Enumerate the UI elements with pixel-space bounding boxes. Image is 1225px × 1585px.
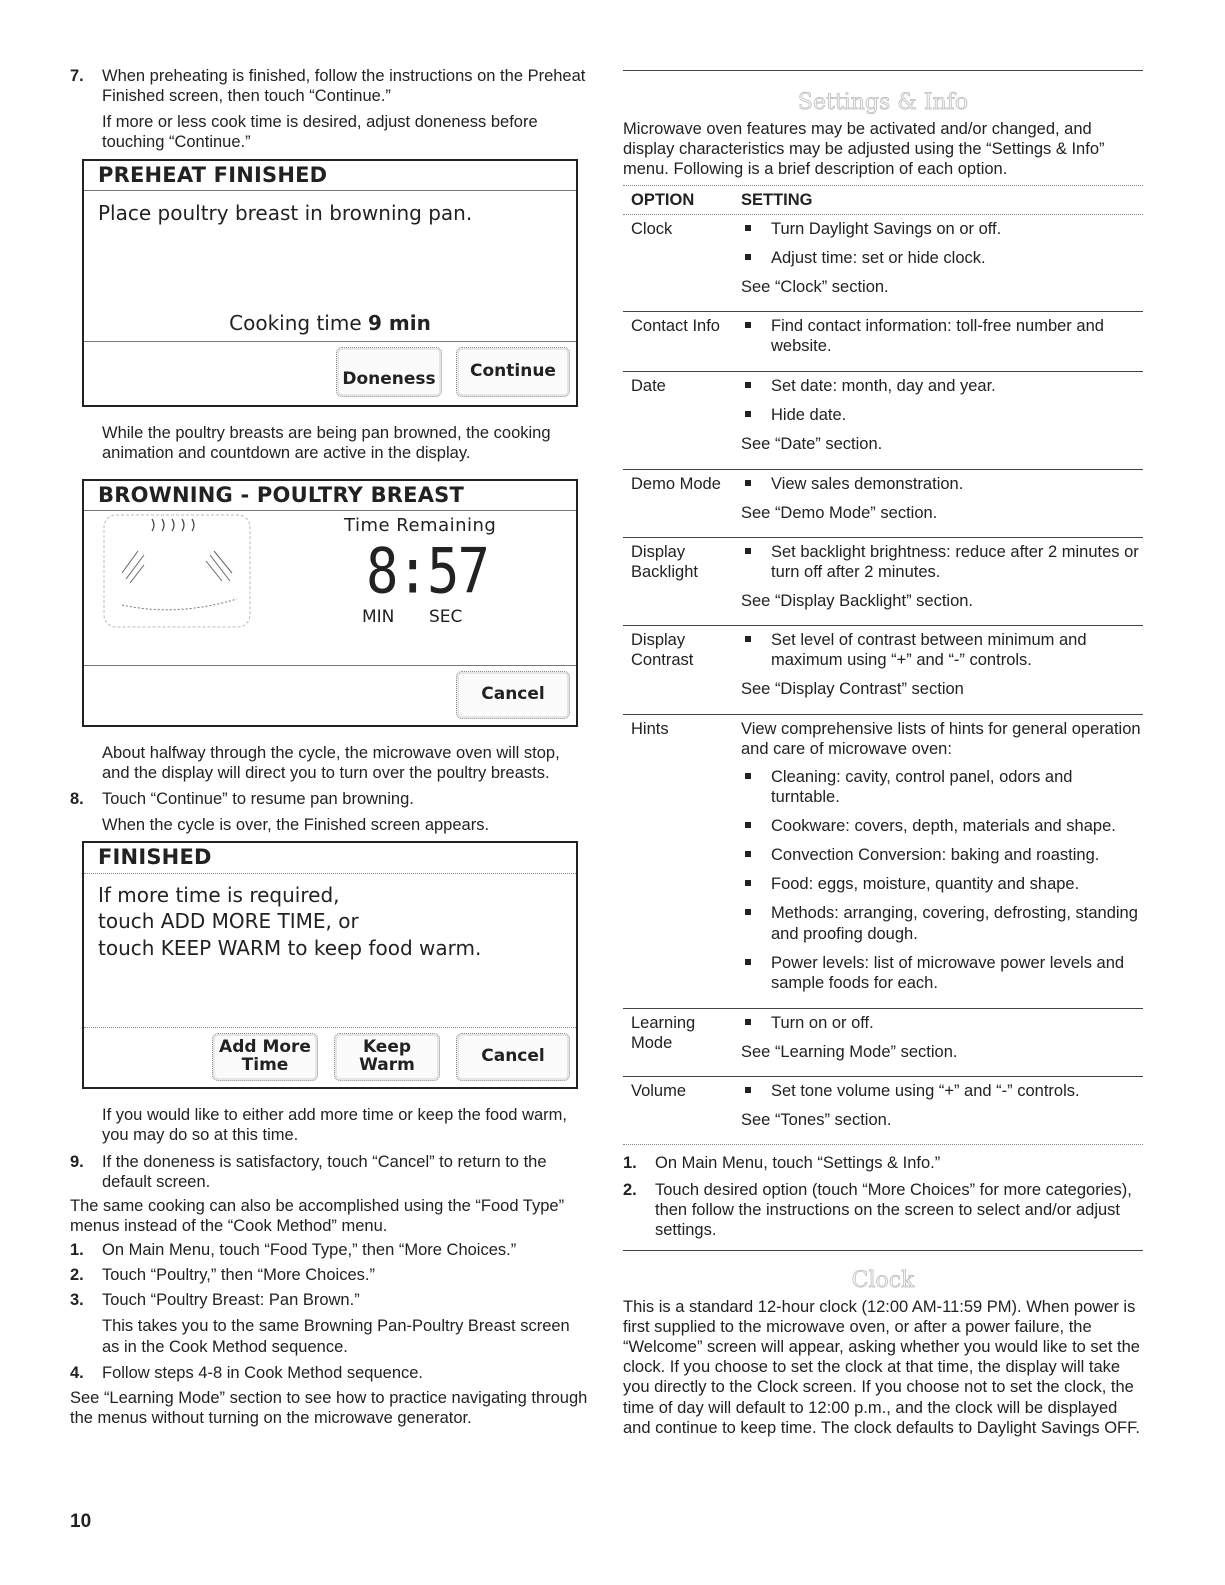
setting-text: Set backlight brightness: reduce after 2 minutes or turn off after 2 minutes. xyxy=(771,542,1139,581)
doneness-button[interactable] xyxy=(336,347,442,397)
option-name: Hints xyxy=(623,714,741,1008)
section-rule xyxy=(623,70,1143,71)
option-name: Display Backlight xyxy=(623,537,741,625)
cooking-animation-icon xyxy=(102,513,252,631)
bullet-icon xyxy=(745,822,751,828)
section-rule xyxy=(623,1250,1143,1251)
cancel-button-label: Cancel xyxy=(481,1046,545,1067)
setting-text: Convection Conversion: baking and roasting. xyxy=(771,846,1100,865)
substep-1 xyxy=(70,1240,590,1260)
option-name: Contact Info xyxy=(623,311,741,371)
setting-text: See “Date” section. xyxy=(741,435,883,454)
continue-button-label: Continue xyxy=(470,360,556,381)
step-number: 2. xyxy=(623,1180,637,1199)
setting-text: See “Tones” section. xyxy=(741,1111,892,1130)
browning-screen xyxy=(82,479,578,727)
bullet-icon xyxy=(745,411,751,417)
option-name: Display Contrast xyxy=(623,626,741,714)
bullet-item xyxy=(741,474,1143,494)
para-if-you: If you would like to either add more time or keep the food warm, you may do so at this time. xyxy=(102,1106,567,1145)
option-settings xyxy=(741,714,1143,1008)
bullet-icon xyxy=(745,1019,751,1025)
step-9 xyxy=(70,1152,590,1192)
setting-text: See “Clock” section. xyxy=(741,277,889,296)
screen-title: PREHEAT FINISHED xyxy=(84,161,576,192)
step-8-note: When the cycle is over, the Finished screen appears. xyxy=(102,816,490,835)
bullet-item xyxy=(741,248,1143,268)
setting-text: Adjust time: set or hide clock. xyxy=(771,248,986,267)
settings-row xyxy=(623,714,1143,1008)
bullet-item xyxy=(741,767,1143,807)
right-column xyxy=(623,66,1143,1438)
option-name: Clock xyxy=(631,219,673,238)
min-label: MIN xyxy=(362,606,395,627)
step-text: On Main Menu, touch “Food Type,” then “More Choices.” xyxy=(102,1241,517,1259)
step-number: 1. xyxy=(623,1154,637,1173)
settings-row xyxy=(623,626,1143,714)
option-settings xyxy=(741,537,1143,625)
setting-note xyxy=(741,591,1143,611)
settings-row xyxy=(623,372,1143,469)
clock-para: This is a standard 12-hour clock (12:00 AM-11:59 PM). When power is first supplied to the microwave oven, or after a power failure, the “Welcome” screen will appear, asking whether you would like to set the clock. If you choose to set the clock at that time, the display will take you directly to the Clock screen. If you choose not to set the clock, the time of day will default to 12:00 p.m., and the clock will be displayed and continue to keep time. The clock defaults to Daylight Savings OFF. xyxy=(623,1297,1140,1437)
setting-note xyxy=(741,679,1143,699)
bullet-icon xyxy=(745,636,751,642)
screen-divider xyxy=(84,1027,576,1028)
bullet-item xyxy=(741,219,1143,239)
message-line-2: touch ADD MORE TIME, or xyxy=(98,909,359,934)
setting-text: Food: eggs, moisture, quantity and shape. xyxy=(771,875,1080,894)
screen-message: Place poultry breast in browning pan. xyxy=(98,201,473,226)
setting-note xyxy=(741,1042,1143,1062)
setting-text: Cookware: covers, depth, materials and shape. xyxy=(771,817,1116,835)
cancel-button[interactable] xyxy=(456,671,570,719)
header-option: OPTION xyxy=(631,191,695,210)
step-8 xyxy=(70,789,590,809)
step-number: 3. xyxy=(70,1291,84,1310)
cooking-time-value: 9 min xyxy=(368,310,431,335)
message-line-3: touch KEEP WARM to keep food warm. xyxy=(98,936,482,961)
bullet-item xyxy=(741,376,1143,396)
setting-note xyxy=(741,277,1143,297)
cancel-button[interactable] xyxy=(456,1033,570,1081)
settings-row xyxy=(623,537,1143,625)
para-see-learning: See “Learning Mode” section to see how to practice navigating through the menus without turning on the microwave generator. xyxy=(70,1388,588,1427)
step-text: Touch “Continue” to resume pan browning. xyxy=(102,790,414,808)
bullet-icon xyxy=(745,322,751,328)
option-name: Demo Mode xyxy=(623,469,741,537)
setting-text: Turn on or off. xyxy=(771,1013,874,1032)
setting-text: Cleaning: cavity, control panel, odors and turntable. xyxy=(771,767,1073,806)
setting-text: Turn Daylight Savings on or off. xyxy=(771,219,1002,238)
continue-button[interactable] xyxy=(456,347,570,397)
screen-divider xyxy=(84,665,576,666)
step-text: If the doneness is satisfactory, touch “Cancel” to return to the default screen. xyxy=(102,1152,547,1191)
substep-2 xyxy=(70,1265,590,1285)
setting-text: See “Learning Mode” section. xyxy=(741,1043,958,1061)
setting-text: Find contact information: toll-free number and website. xyxy=(771,316,1104,355)
bullet-icon xyxy=(745,382,751,388)
table-header xyxy=(623,186,1143,213)
option-name: Learning Mode xyxy=(623,1008,741,1076)
step-number: 4. xyxy=(70,1363,84,1382)
setting-text: View sales demonstration. xyxy=(771,474,964,493)
substep-3-note: This takes you to the same Browning Pan-Poultry Breast screen as in the Cook Method sequence. xyxy=(102,1317,570,1356)
message-line-1: If more time is required, xyxy=(98,882,340,907)
option-settings xyxy=(741,626,1143,714)
setting-text: See “Display Backlight” section. xyxy=(741,592,974,610)
step-text: Touch “Poultry Breast: Pan Brown.” xyxy=(102,1291,360,1310)
para-same: The same cooking can also be accomplished using the “Food Type” menus instead of the “Cook Method” menu. xyxy=(70,1196,565,1235)
setting-text: Set level of contrast between minimum and maximum using “+” and “-” controls. xyxy=(771,631,1087,670)
setting-text: Hide date. xyxy=(771,406,847,425)
setting-text: Methods: arranging, covering, defrosting, standing and proofing dough. xyxy=(771,904,1138,943)
settings-table xyxy=(623,215,1143,1145)
step-text: Touch “Poultry,” then “More Choices.” xyxy=(102,1266,375,1285)
countdown-display: 8:57 xyxy=(366,534,489,608)
step-7 xyxy=(70,66,590,106)
step-text: Follow steps 4-8 in Cook Method sequence. xyxy=(102,1363,424,1382)
step-number: 2. xyxy=(70,1266,84,1285)
bullet-icon xyxy=(745,880,751,886)
setting-note xyxy=(741,434,1143,454)
bullet-item xyxy=(741,1081,1143,1101)
para-browning: While the poultry breasts are being pan browned, the cooking animation and countdown are active in the display. xyxy=(102,423,551,462)
bullet-icon xyxy=(745,480,751,486)
keep-warm-label-2: Warm xyxy=(359,1055,415,1076)
setting-text: Power levels: list of microwave power levels and sample foods for each. xyxy=(771,953,1125,992)
cancel-button-label: Cancel xyxy=(481,683,545,704)
add-more-time-button[interactable] xyxy=(212,1033,318,1081)
bullet-item xyxy=(741,1013,1143,1033)
screen-title: BROWNING - POULTRY BREAST xyxy=(84,481,576,512)
bullet-item xyxy=(741,405,1143,425)
add-more-time-label-1: Add More xyxy=(219,1037,311,1058)
clock-title: Clock xyxy=(851,1267,915,1293)
sec-label: SEC xyxy=(429,606,463,627)
table-bottom-rule xyxy=(623,1144,1143,1145)
settings-row xyxy=(623,469,1143,537)
setting-text: Set tone volume using “+” and “-” controls. xyxy=(771,1082,1080,1101)
settings-step-1 xyxy=(623,1153,1143,1173)
substep-3 xyxy=(70,1290,590,1310)
bullet-item xyxy=(741,316,1143,356)
setting-note xyxy=(741,503,1143,523)
para-halfway: About halfway through the cycle, the microwave oven will stop, and the display will direct you to turn over the poultry breasts. xyxy=(102,743,560,782)
cooking-time xyxy=(84,311,576,335)
step-text: Touch desired option (touch “More Choices” for more categories), then follow the instructions on the screen to select and/or adjust settings. xyxy=(655,1180,1132,1239)
step-text: When preheating is finished, follow the instructions on the Preheat Finished screen, then touch “Continue.” xyxy=(102,67,586,106)
option-settings xyxy=(741,469,1143,537)
option-settings xyxy=(741,1008,1143,1076)
step-number: 9. xyxy=(70,1152,84,1171)
setting-text: Set date: month, day and year. xyxy=(771,377,996,396)
bullet-item xyxy=(741,903,1143,943)
bullet-item xyxy=(741,874,1143,894)
bullet-icon xyxy=(745,254,751,260)
option-settings xyxy=(741,372,1143,469)
bullet-icon xyxy=(745,1087,751,1093)
bullet-icon xyxy=(745,909,751,915)
step-text: On Main Menu, touch “Settings & Info.” xyxy=(655,1154,941,1173)
settings-row xyxy=(623,1077,1143,1145)
bullet-item xyxy=(741,542,1143,582)
bullet-item xyxy=(741,630,1143,670)
preheat-finished-screen xyxy=(82,159,578,407)
cooking-time-label: Cooking time xyxy=(229,310,362,335)
option-settings xyxy=(741,311,1143,371)
settings-row xyxy=(623,311,1143,371)
bullet-item xyxy=(741,845,1143,865)
step-7-note: If more or less cook time is desired, adjust doneness before touching “Continue.” xyxy=(102,113,538,152)
settings-row xyxy=(623,215,1143,312)
substep-4 xyxy=(70,1363,590,1383)
bullet-item xyxy=(741,953,1143,993)
step-number: 1. xyxy=(70,1241,84,1259)
keep-warm-label-1: Keep xyxy=(362,1037,412,1058)
option-settings xyxy=(741,215,1143,312)
setting-text: See “Display Contrast” section xyxy=(741,680,964,699)
settings-intro: Microwave oven features may be activated and/or changed, and display characteristics may be adjusted using the “Settings & Info” menu. Following is a brief description of each option. xyxy=(623,120,1105,179)
bullet-icon xyxy=(745,548,751,554)
option-settings xyxy=(741,1077,1143,1145)
screen-message xyxy=(84,874,576,970)
setting-note xyxy=(741,1110,1143,1130)
bullet-icon xyxy=(745,851,751,857)
bullet-icon xyxy=(745,225,751,231)
keep-warm-button[interactable] xyxy=(334,1033,440,1081)
header-setting: SETTING xyxy=(741,191,813,210)
page-number: 10 xyxy=(70,1511,92,1532)
setting-text: View comprehensive lists of hints for general operation and care of microwave oven: xyxy=(741,719,1141,758)
setting-text: See “Demo Mode” section. xyxy=(741,503,938,522)
setting-note xyxy=(741,719,1143,759)
add-more-time-label-2: Time xyxy=(241,1055,289,1076)
settings-step-2 xyxy=(623,1180,1143,1240)
step-number: 8. xyxy=(70,790,84,808)
doneness-button-label: Doneness xyxy=(342,368,436,389)
bullet-icon xyxy=(745,773,751,779)
step-number: 7. xyxy=(70,67,84,85)
screen-divider xyxy=(84,341,576,342)
settings-info-title: Settings & Info xyxy=(797,90,969,115)
option-name: Volume xyxy=(623,1077,741,1145)
screen-title: FINISHED xyxy=(84,843,576,874)
time-remaining-label: Time Remaining xyxy=(344,514,497,536)
bullet-icon xyxy=(745,959,751,965)
settings-row xyxy=(623,1008,1143,1076)
left-column xyxy=(70,66,590,1428)
bullet-item xyxy=(741,816,1143,836)
finished-screen xyxy=(82,841,578,1089)
option-name: Date xyxy=(623,372,741,469)
